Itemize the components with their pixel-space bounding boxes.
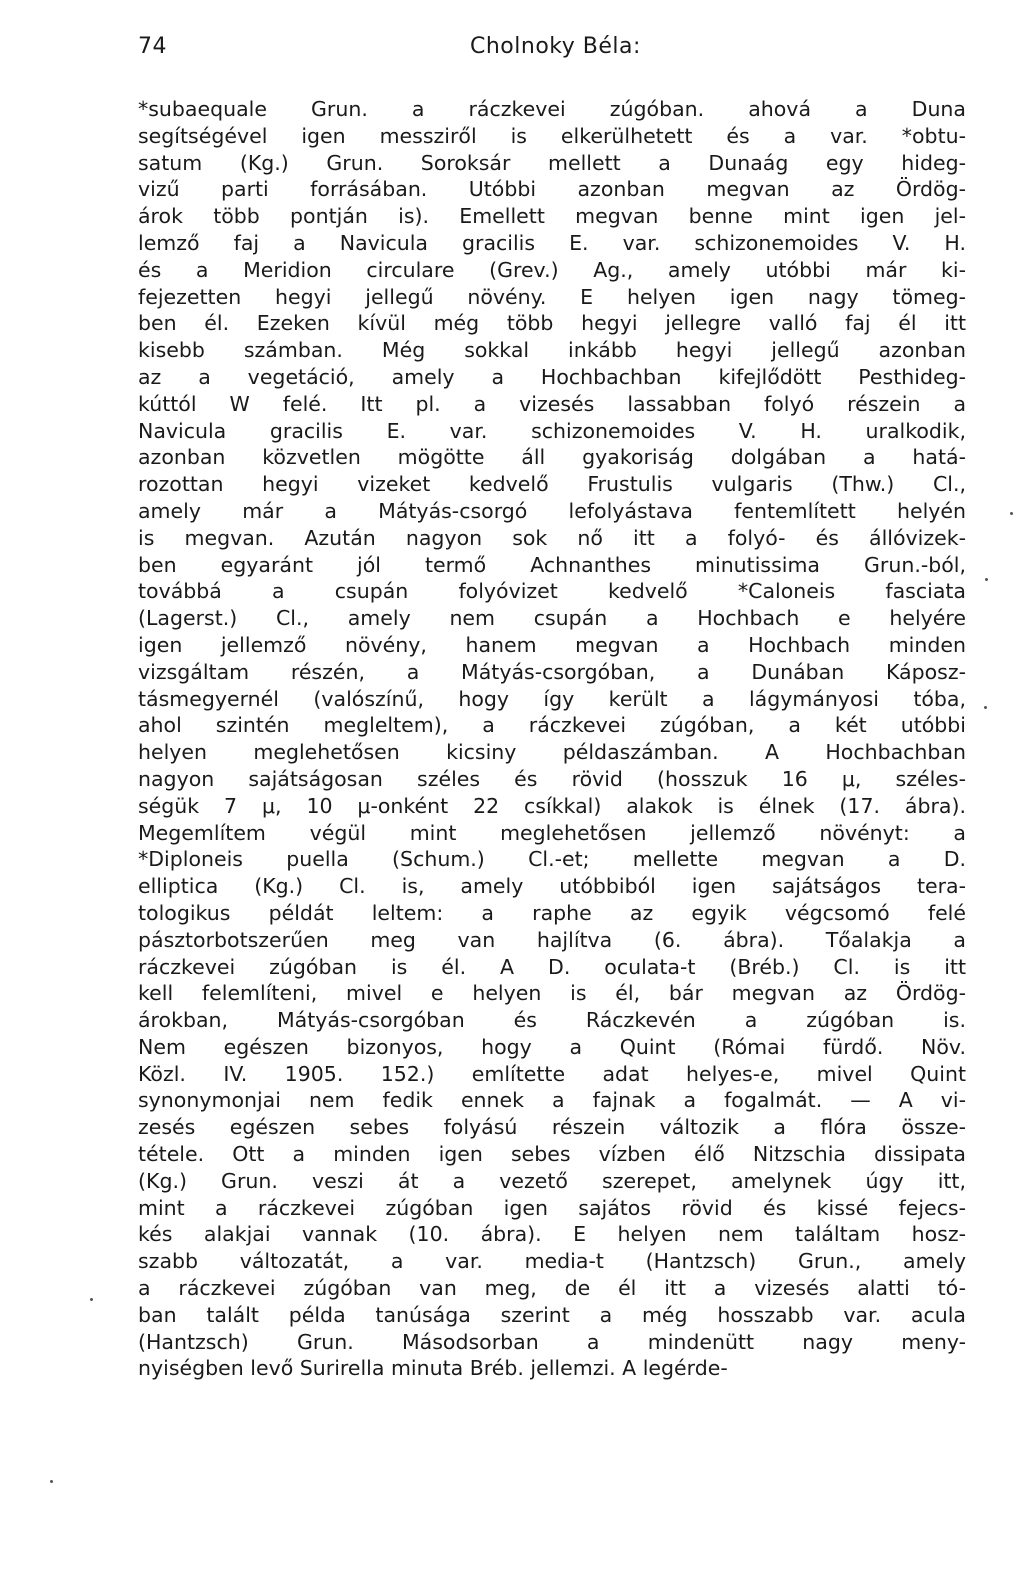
text-line: satum (Kg.) Grun. Soroksár mellett a Dunaág egy hideg-: [138, 150, 966, 175]
text-line: azonban közvetlen mögötte áll gyakoriság dolgában a hatá-: [138, 445, 966, 470]
text-line: ráczkevei zúgóban is él. A D. oculata-t (Bréb.) Cl. is itt: [138, 954, 966, 979]
text-line: Nem egészen bizonyos, hogy a Quint (Római fürdő. Növ.: [138, 1034, 966, 1059]
text-line: ségük 7 μ, 10 μ-onként 22 csíkkal) alakok is élnek (17. ábra).: [138, 793, 966, 818]
text-line: ben él. Ezeken kívül még több hegyi jellegre valló faj él itt: [138, 311, 966, 336]
text-line: (Hantzsch) Grun. Másodsorban a mindenütt nagy meny-: [138, 1329, 966, 1354]
page-number: 74: [138, 33, 167, 59]
scan-speck: [1010, 512, 1013, 515]
text-line: és a Meridion circulare (Grev.) Ag., amely utóbbi már ki-: [138, 257, 966, 282]
scan-speck: [984, 706, 987, 709]
text-line: vizű parti forrásában. Utóbbi azonban megvan az Ördög-: [138, 177, 966, 202]
text-line: synonymonjai nem fedik ennek a fajnak a fogalmát. — A vi-: [138, 1088, 966, 1113]
text-line: mint a ráczkevei zúgóban igen sajátos rövid és kissé fejecs-: [138, 1195, 966, 1220]
text-line: Navicula gracilis E. var. schizonemoides V. H. uralkodik,: [138, 418, 966, 443]
text-line: nagyon sajátságosan széles és rövid (hosszuk 16 μ, széles-: [138, 766, 966, 791]
text-line: igen jellemző növény, hanem megvan a Hochbach minden: [138, 632, 966, 657]
text-line: kell felemlíteni, mivel e helyen is él, bár megvan az Ördög-: [138, 981, 966, 1006]
text-line: az a vegetáció, amely a Hochbachban kifejlődött Pesthideg-: [138, 364, 966, 389]
text-line: árokban, Mátyás-csorgóban és Ráczkevén a zúgóban is.: [138, 1008, 966, 1033]
text-line: a ráczkevei zúgóban van meg, de él itt a vizesés alatti tó-: [138, 1276, 966, 1301]
text-line: (Kg.) Grun. veszi át a vezető szerepet, amelynek úgy itt,: [138, 1168, 966, 1193]
page-header: [138, 30, 966, 62]
text-line: tásmegyernél (valószínű, hogy így került a lágymányosi tóba,: [138, 686, 966, 711]
text-line: *Diploneis puella (Schum.) Cl.-et; mellette megvan a D.: [138, 847, 966, 872]
body-text: [138, 96, 966, 1382]
text-line: szabb változatát, a var. media-t (Hantzsch) Grun., amely: [138, 1249, 966, 1274]
text-line: kúttól W felé. Itt pl. a vizesés lassabban folyó részein a: [138, 391, 966, 416]
text-line: kisebb számban. Még sokkal inkább hegyi jellegű azonban: [138, 338, 966, 363]
text-line: zesés egészen sebes folyású részein változik a flóra össze-: [138, 1115, 966, 1140]
text-line: lemző faj a Navicula gracilis E. var. schizonemoides V. H.: [138, 230, 966, 255]
text-line: vizsgáltam részén, a Mátyás-csorgóban, a Dunában Káposz-: [138, 659, 966, 684]
text-line: Közl. IV. 1905. 152.) említette adat helyes-e, mivel Quint: [138, 1061, 966, 1086]
text-line: továbbá a csupán folyóvizet kedvelő *Caloneis fasciata: [138, 579, 966, 604]
text-line: árok több pontján is). Emellett megvan benne mint igen jel-: [138, 204, 966, 229]
text-line: Megemlítem végül mint meglehetősen jellemző növényt: a: [138, 820, 966, 845]
running-head: Cholnoky Béla:: [470, 33, 641, 59]
text-line: rozottan hegyi vizeket kedvelő Frustulis vulgaris (Thw.) Cl.,: [138, 472, 966, 497]
text-line: tologikus példát leltem: a raphe az egyik végcsomó felé: [138, 900, 966, 925]
text-line: (Lagerst.) Cl., amely nem csupán a Hochbach e helyére: [138, 606, 966, 631]
text-line: *subaequale Grun. a ráczkevei zúgóban. ahová a Duna: [138, 97, 966, 121]
text-line: ben egyaránt jól termő Achnanthes minutissima Grun.-ból,: [138, 552, 966, 577]
scan-speck: [90, 1298, 93, 1301]
text-line: nyiségben levő Surirella minuta Bréb. jellemzi. A legérde-: [138, 1356, 728, 1381]
scan-speck: [50, 1480, 53, 1483]
text-line: is megvan. Azután nagyon sok nő itt a folyó- és állóvizek-: [138, 525, 966, 550]
text-line: segítségével igen messziről is elkerülhetett és a var. *obtu-: [138, 123, 966, 148]
text-line: kés alakjai vannak (10. ábra). E helyen nem találtam hosz-: [138, 1222, 966, 1247]
text-line: tétele. Ott a minden igen sebes vízben élő Nitzschia dissipata: [138, 1142, 966, 1167]
text-line: elliptica (Kg.) Cl. is, amely utóbbiból igen sajátságos tera-: [138, 874, 966, 899]
text-line: amely már a Mátyás-csorgó lefolyástava fentemlített helyén: [138, 498, 966, 523]
text-line: ahol szintén megleltem), a ráczkevei zúgóban, a két utóbbi: [138, 713, 966, 738]
text-line: pásztorbotszerűen meg van hajlítva (6. ábra). Tőalakja a: [138, 927, 966, 952]
scan-speck: [985, 578, 988, 581]
text-line: fejezetten hegyi jellegű növény. E helyen igen nagy tömeg-: [138, 284, 966, 309]
text-line: ban talált példa tanúsága szerint a még hosszabb var. acula: [138, 1302, 966, 1327]
text-line: helyen meglehetősen kicsiny példaszámban. A Hochbachban: [138, 740, 966, 765]
